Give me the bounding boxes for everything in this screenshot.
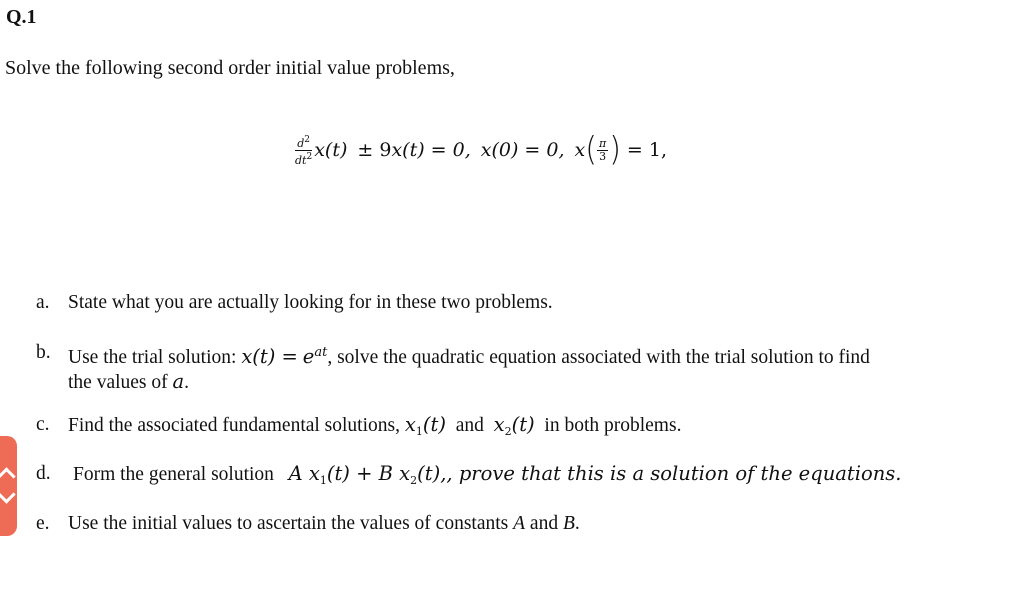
chevron-down-icon bbox=[0, 485, 16, 503]
prove-statement: , prove that this is a solution of the equations. bbox=[446, 462, 902, 485]
side-collapse-tab[interactable] bbox=[0, 436, 17, 536]
item-text: State what you are actually looking for in these two problems. bbox=[68, 292, 553, 313]
question-intro: Solve the following second order initial value problems, bbox=[5, 57, 455, 79]
item-text: Use the initial values to ascertain the values of constants A and B. bbox=[68, 513, 580, 534]
question-title: Q.1 bbox=[6, 6, 37, 28]
item-text: Form the general solution A $x_1(t) + B$ $x_2(t)$,, prove that this is a solution of the equations. bbox=[73, 462, 902, 487]
general-solution: A $x_1(t) + B$ $x_2(t)$, bbox=[288, 462, 447, 487]
item-letter: e. bbox=[36, 513, 50, 534]
derivative-fraction bbox=[294, 134, 313, 167]
initial-condition-1: x(0) = 0, bbox=[480, 139, 565, 161]
item-letter: d. bbox=[36, 463, 51, 484]
equation-term-1: x(t) bbox=[314, 139, 348, 161]
fraction-numerator: $d^2$ bbox=[297, 134, 310, 150]
trial-solution-exp: $e^{at}$ bbox=[302, 345, 328, 368]
equation-operator: ± 9 bbox=[357, 139, 392, 161]
solution-x1: $x_1(t)$ bbox=[404, 413, 446, 438]
solution-x2: $x_2(t)$ bbox=[493, 413, 535, 438]
trial-solution-lhs: x(t) = bbox=[241, 345, 298, 368]
item-text: Find the associated fundamental solutions, $x_1(t)$ and $x_2(t)$ in both problems. bbox=[68, 413, 682, 438]
equation-term-2: x(t) = 0, bbox=[391, 139, 471, 161]
initial-condition-2-rhs: = 1, bbox=[626, 139, 668, 161]
item-b bbox=[36, 341, 976, 391]
chevron-up-icon bbox=[0, 467, 16, 485]
initial-condition-2-arg: ( $\frac{\pi}{3}$ ) bbox=[585, 130, 621, 169]
item-letter: a. bbox=[36, 292, 50, 313]
initial-condition-2-var: x bbox=[574, 139, 586, 161]
item-text: Use the trial solution: $x(t) = e^{at}$, solve the quadratic equation associated with the trial solution to find the values of a. bbox=[68, 345, 870, 393]
item-letter: c. bbox=[36, 414, 50, 435]
fraction-denominator: $dt^2$ bbox=[295, 151, 313, 167]
ode-equation bbox=[294, 126, 667, 174]
item-letter: b. bbox=[36, 342, 51, 363]
